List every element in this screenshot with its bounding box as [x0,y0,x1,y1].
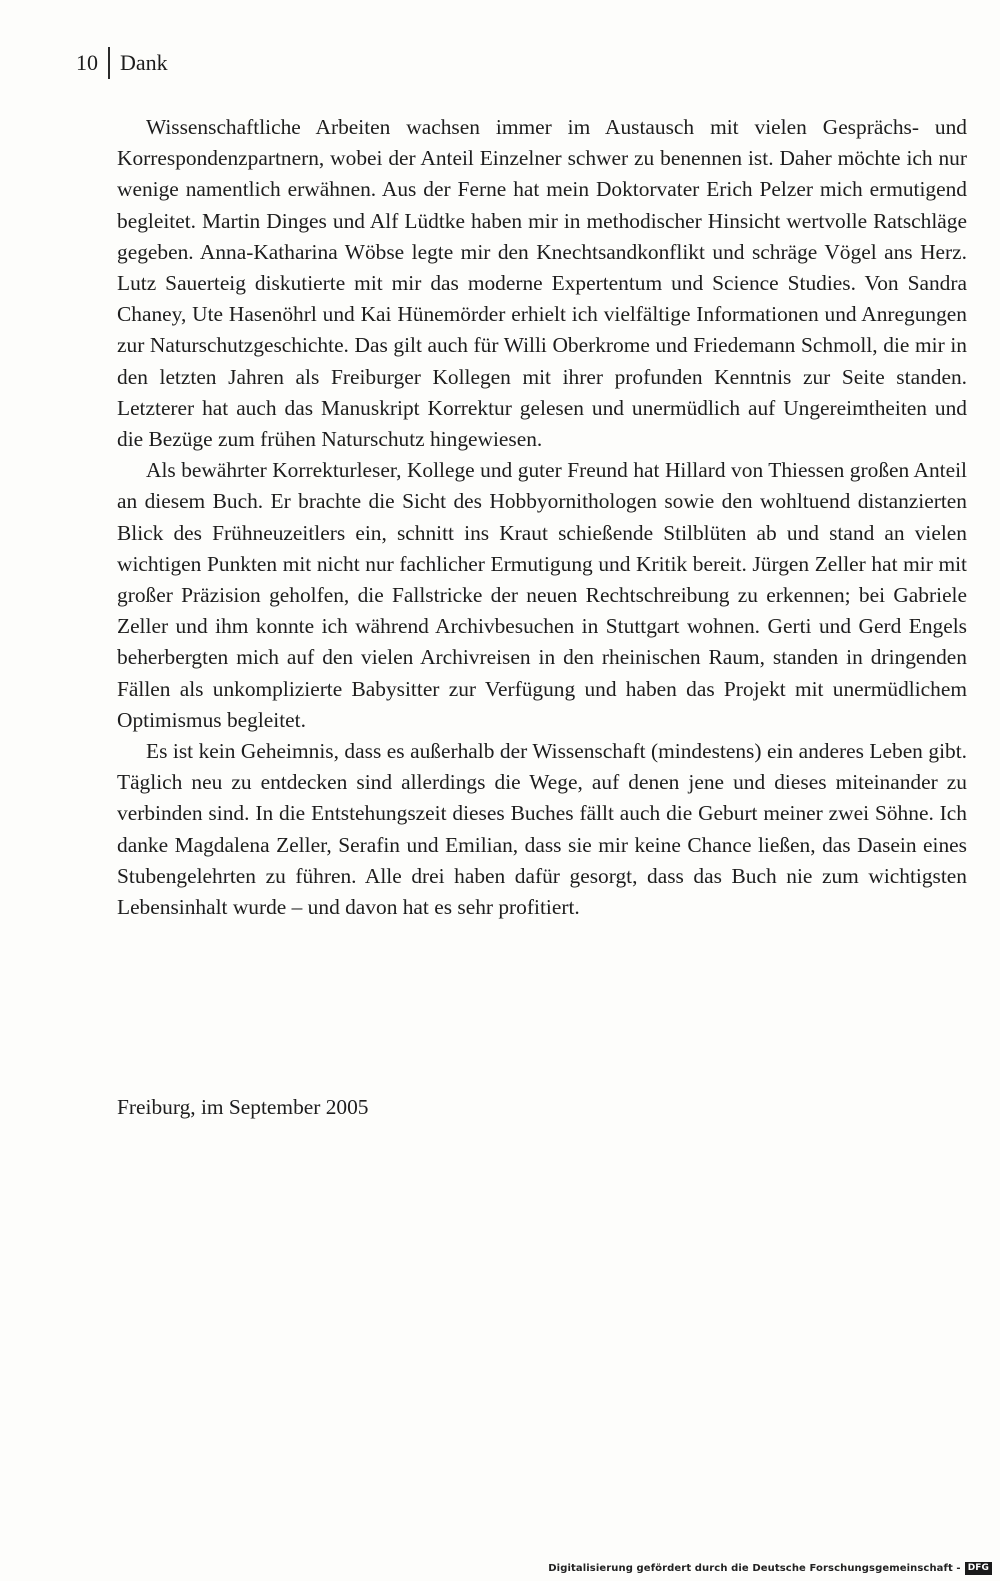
digitization-footer [548,1562,992,1575]
paragraph-2: Als bewährter Korrekturleser, Kollege und guter Freund hat Hillard von Thiessen großen Anteil an diesem Buch. Er brachte die Sicht des Hobbyornithologen sowie den wohltuend distanzierten Blick des Frühneuzeitlers ein, schnitt ins Kraut schießende Stilblüten ab und stand an vielen wichtigen Punkten mit nicht nur fachlicher Ermutigung und Kritik bereit. Jürgen Zeller hat mir mit großer Präzision geholfen, die Fallstricke der neuen Rechtschreibung zu erkennen; bei Gabriele Zeller und ihm konnte ich während Archivbesuchen in Stuttgart wohnen. Gerti und Gerd Engels beherbergten mich auf den vielen Archivreisen in den rheinischen Raum, standen in dringenden Fällen als unkomplizierte Babysitter zur Verfügung und haben das Projekt mit unermüdlichem Optimismus begleitet. [117,458,967,732]
page-number: 10 [76,50,98,75]
place-date-signature: Freiburg, im September 2005 [117,1095,369,1119]
paragraph-1: Wissenschaftliche Arbeiten wachsen immer im Austausch mit vielen Gesprächs- und Korrespondenzpartnern, wobei der Anteil Einzelner schwer zu benennen ist. Daher möchte ich nur wenige namentlich erwähnen. Aus der Ferne hat mein Doktorvater Erich Pelzer mich ermutigend begleitet. Martin Dinges und Alf Lüdtke haben mir in methodischer Hinsicht wertvolle Ratschläge gegeben. Anna-Katharina Wöbse legte mir den Knechtsandkonflikt und schräge Vögel ans Herz. Lutz Sauerteig diskutierte mit mir das moderne Expertentum und Science Studies. Von Sandra Chaney, Ute Hasenöhrl und Kai Hünemörder erhielt ich vielfältige Informationen und Anregungen zur Naturschutzgeschichte. Das gilt auch für Willi Oberkrome und Friedemann Schmoll, die mir in den letzten Jahren als Freiburger Kollegen mit ihrer profunden Kenntnis zur Seite standen. Letzterer hat auch das Manuskript Korrektur gelesen und unermüdlich auf Ungereimtheiten und die Bezüge zum frühen Naturschutz hingewiesen. [117,115,967,452]
acknowledgements-text [117,112,967,923]
running-head: Dank [120,50,168,75]
page-header [76,48,168,78]
footer-text: Digitalisierung gefördert durch die Deutsche Forschungsgemeinschaft - [548,1563,961,1574]
dfg-logo: DFG [965,1562,992,1575]
paragraph-3: Es ist kein Geheimnis, dass es außerhalb der Wissenschaft (mindestens) ein anderes Leben gibt. Täglich neu zu entdecken sind allerdings die Wege, auf denen jene und dieses miteinander zu verbinden sind. In die Entstehungszeit dieses Buches fällt auch die Geburt meiner zwei Söhne. Ich danke Magdalena Zeller, Serafin und Emilian, dass sie mir keine Chance ließen, das Dasein eines Stubengelehrten zu führen. Alle drei haben dafür gesorgt, dass das Buch nie zum wichtigsten Lebensinhalt wurde – und davon hat es sehr profitiert. [117,739,967,920]
header-divider [108,47,110,79]
